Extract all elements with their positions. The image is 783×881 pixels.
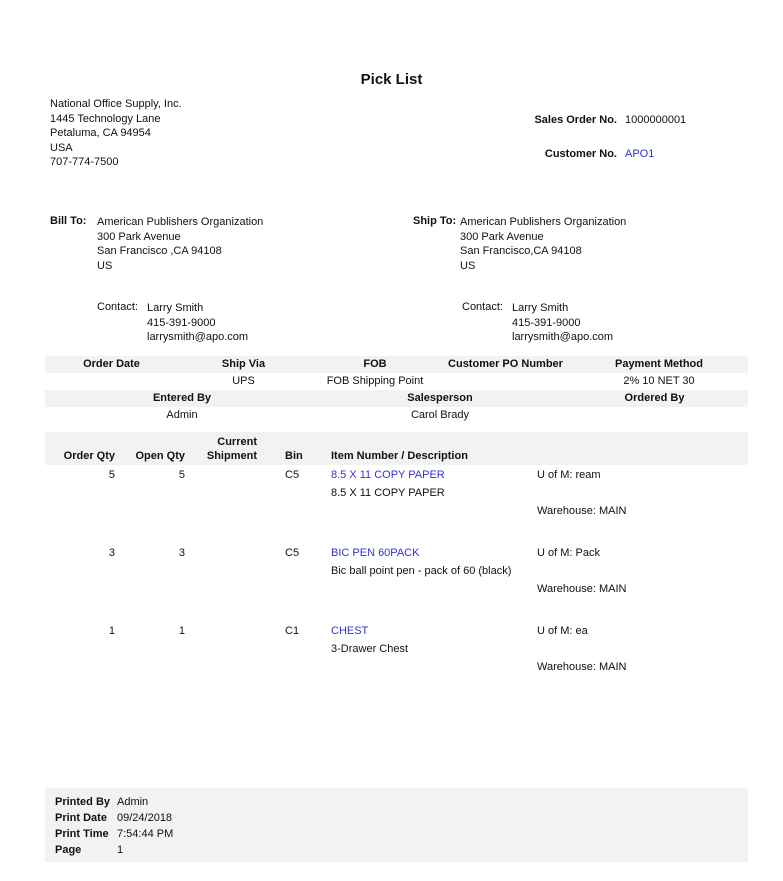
uom-value: U of M: ream <box>537 469 601 481</box>
item-number-link[interactable]: 8.5 X 11 COPY PAPER <box>331 469 445 481</box>
ship-to-label: Ship To: <box>413 215 457 227</box>
current-shipment-header: Current Shipment <box>206 436 257 462</box>
order-qty-value: 5 <box>108 469 115 481</box>
open-qty-value: 3 <box>178 547 185 559</box>
bill-to-address <box>97 215 263 273</box>
bill-to-label: Bill To: <box>50 215 87 227</box>
line-items-header <box>45 432 748 465</box>
customer-po-value <box>441 373 570 390</box>
current-shipment-value <box>185 544 257 562</box>
order-info-value-row <box>45 373 748 390</box>
order-qty-header: Order Qty <box>63 450 115 462</box>
open-qty-value: 5 <box>178 469 185 481</box>
bill-to-line: American Publishers Organization <box>97 216 264 228</box>
ship-contact-phone: 415-391-9000 <box>512 316 581 329</box>
ship-to-line: 300 Park Avenue <box>460 230 544 243</box>
printed-by-value: Admin <box>117 796 149 808</box>
ship-via-value: UPS <box>232 375 255 387</box>
bill-to-block <box>50 215 263 273</box>
bin-value: C5 <box>285 469 300 481</box>
sales-order-label: Sales Order No. <box>534 114 617 126</box>
warehouse-value: Warehouse: MAIN <box>537 583 627 595</box>
company-street: 1445 Technology Lane <box>50 112 161 125</box>
line-item-row <box>45 544 748 598</box>
item-number-header: Item Number / Description <box>331 450 468 462</box>
print-time-row <box>55 826 748 842</box>
item-number-link[interactable]: CHEST <box>331 625 369 637</box>
ship-to-line: San Francisco,CA 94108 <box>460 245 582 257</box>
customer-po-header: Customer PO Number <box>448 358 563 370</box>
payment-method-value: 2% 10 NET 30 <box>623 375 695 387</box>
line-item-row <box>45 466 748 520</box>
bin-value: C1 <box>285 625 300 637</box>
order-date-value <box>45 373 178 390</box>
ship-contact-email: larrysmith@apo.com <box>512 331 614 344</box>
payment-method-header: Payment Method <box>614 358 703 370</box>
order-qty-value: 3 <box>108 547 115 559</box>
print-time-value: 7:54:44 PM <box>117 828 174 840</box>
ship-via-header: Ship Via <box>221 358 266 370</box>
item-description: Bic ball point pen - pack of 60 (black) <box>331 565 512 577</box>
customer-no-link[interactable]: APO1 <box>625 148 655 160</box>
print-date-label: Print Date <box>55 812 107 824</box>
line-item-row <box>45 622 748 676</box>
open-qty-value: 1 <box>178 625 185 637</box>
order-info-header-row <box>45 356 748 373</box>
customer-no-label: Customer No. <box>544 148 617 160</box>
page-number-value: 1 <box>117 844 124 856</box>
entered-by-value-row <box>45 407 748 424</box>
page-number-row <box>55 842 748 858</box>
print-time-label: Print Time <box>55 828 109 840</box>
warehouse-value: Warehouse: MAIN <box>537 661 627 673</box>
current-shipment-value <box>185 466 257 484</box>
sales-order-value: 1000000001 <box>625 114 687 126</box>
print-date-value: 09/24/2018 <box>117 812 173 824</box>
ship-to-contact <box>462 301 613 345</box>
fob-value: FOB Shipping Point <box>326 375 424 387</box>
order-info-table <box>45 356 748 424</box>
ordered-by-value <box>561 407 748 424</box>
bill-to-line: US <box>97 259 113 272</box>
bill-to-contact <box>97 301 248 345</box>
company-address <box>50 97 182 170</box>
uom-value: U of M: Pack <box>537 547 600 559</box>
open-qty-header: Open Qty <box>135 450 185 462</box>
ordered-by-header: Ordered By <box>624 392 685 404</box>
entered-by-header-row <box>45 390 748 407</box>
printed-by-label: Printed By <box>55 796 111 808</box>
company-country: USA <box>50 141 73 154</box>
item-description: 3-Drawer Chest <box>331 643 409 655</box>
bill-contact-phone: 415-391-9000 <box>147 316 216 329</box>
entered-by-value: Admin <box>166 409 198 421</box>
salesperson-value: Carol Brady <box>410 409 470 421</box>
print-date-row <box>55 810 748 826</box>
entered-by-header: Entered By <box>152 392 212 404</box>
item-number-link[interactable]: BIC PEN 60PACK <box>331 547 420 559</box>
company-city: Petaluma, CA 94954 <box>50 127 151 139</box>
bill-to-line: 300 Park Avenue <box>97 230 181 243</box>
ship-contact-name: Larry Smith <box>512 302 569 314</box>
warehouse-value: Warehouse: MAIN <box>537 505 627 517</box>
salesperson-header: Salesperson <box>407 392 473 404</box>
bill-contact-name: Larry Smith <box>147 302 204 314</box>
item-description: 8.5 X 11 COPY PAPER <box>331 487 445 499</box>
ship-contact-label: Contact: <box>462 301 503 313</box>
print-info-footer <box>45 788 748 862</box>
bin-value: C5 <box>285 547 300 559</box>
ship-to-address <box>460 215 626 273</box>
bill-contact-email: larrysmith@apo.com <box>147 331 249 344</box>
current-shipment-value <box>185 622 257 640</box>
fob-header: FOB <box>363 358 387 370</box>
page-number-label: Page <box>55 844 82 856</box>
uom-value: U of M: ea <box>537 625 588 637</box>
line-items-table <box>45 432 748 700</box>
bill-contact-label: Contact: <box>97 301 138 313</box>
company-name: National Office Supply, Inc. <box>50 98 182 110</box>
company-phone: 707-774-7500 <box>50 156 119 168</box>
order-date-header: Order Date <box>83 358 140 370</box>
ship-to-block <box>413 215 626 273</box>
page-title: Pick List <box>360 71 423 88</box>
bill-to-line: San Francisco ,CA 94108 <box>97 245 222 257</box>
ship-to-line: US <box>460 259 476 272</box>
printed-by-row <box>55 794 748 810</box>
ship-to-line: American Publishers Organization <box>460 216 627 228</box>
bin-header: Bin <box>285 450 303 462</box>
order-qty-value: 1 <box>108 625 115 637</box>
